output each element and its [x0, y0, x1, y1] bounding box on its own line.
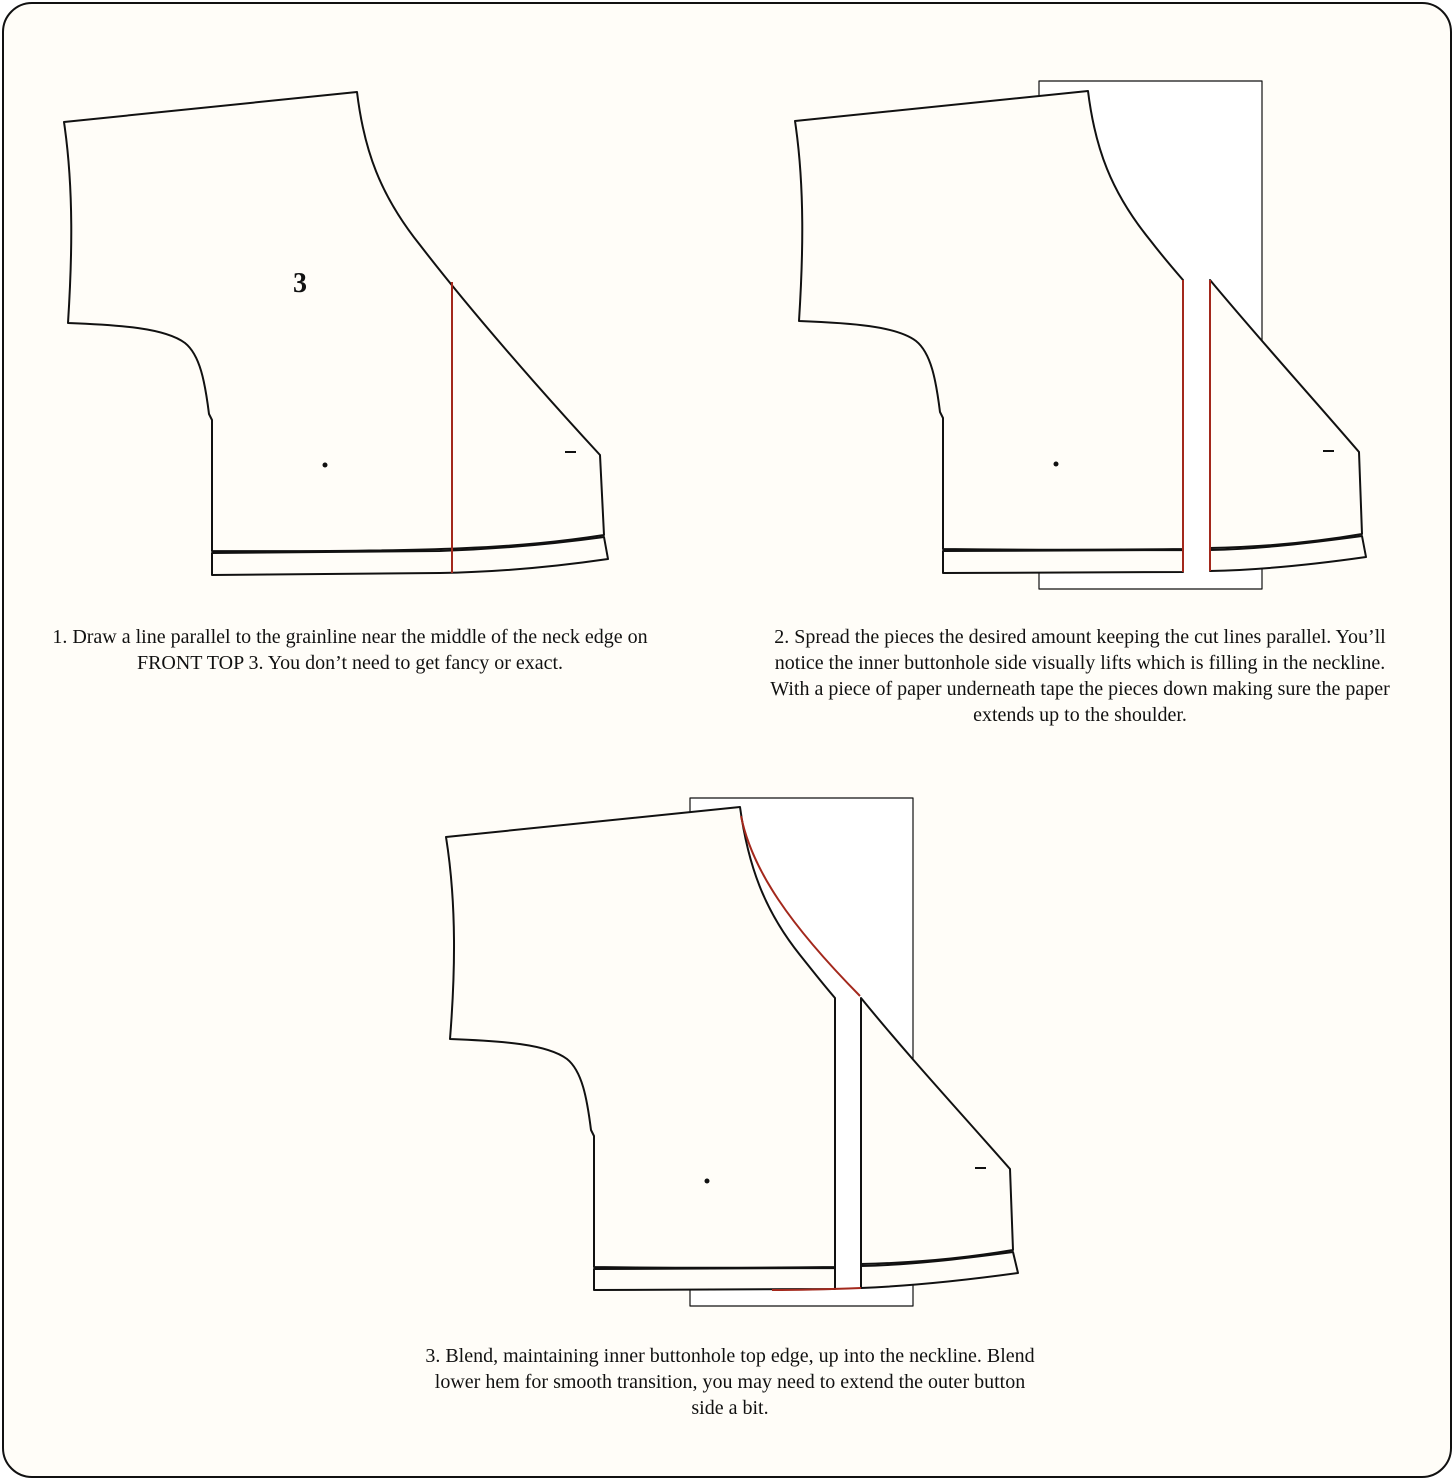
hem-band-left — [594, 1268, 835, 1290]
step-3-diagram — [446, 798, 1018, 1306]
step-2-diagram — [795, 81, 1366, 589]
button-dot — [1054, 462, 1059, 467]
right-piece — [861, 998, 1013, 1264]
step-1-diagram — [64, 92, 608, 575]
hem-band-left — [943, 550, 1183, 573]
button-dot — [323, 463, 328, 468]
step-1-caption: 1. Draw a line parallel to the grainline near the middle of the neck edge on FRONT TOP 3. You don’t need to get fancy or exact. — [52, 626, 648, 674]
step-2-caption: 2. Spread the pieces the desired amount keeping the cut lines parallel. You’ll notice the inner buttonhole side visually lifts which is filling in the neckline. With a piece of paper underneath tape the pieces down making sure the paper extends up to the shoulder. — [770, 626, 1390, 726]
piece-number-label: 3 — [293, 268, 307, 299]
front-top-piece — [64, 92, 604, 551]
button-dot — [705, 1179, 710, 1184]
step-3-caption: 3. Blend, maintaining inner buttonhole top edge, up into the neckline. Blend lower hem for smooth transition, you may need to extend the outer button side a bit. — [425, 1345, 1035, 1419]
right-piece — [1210, 280, 1362, 548]
